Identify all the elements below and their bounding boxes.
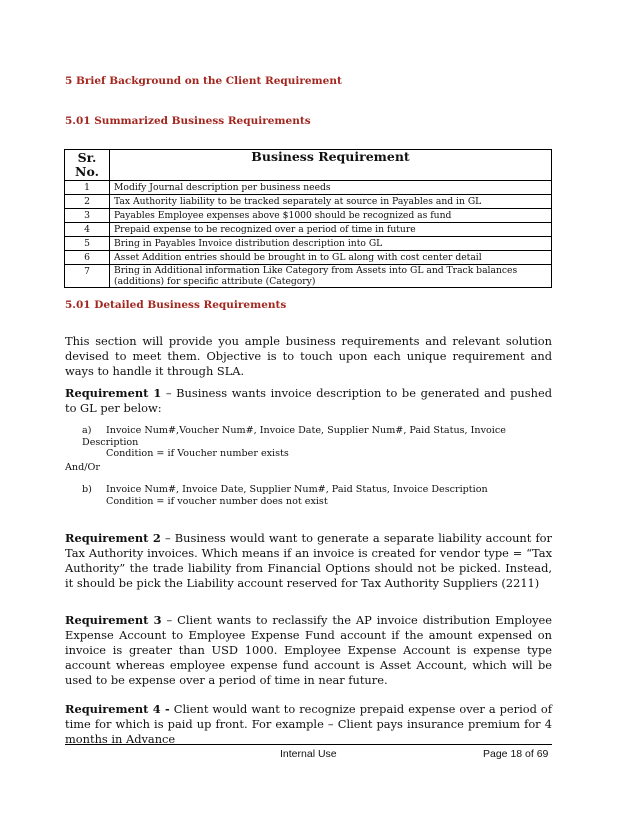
list-item-a	[82, 425, 552, 460]
row-sr: 7	[65, 265, 110, 288]
table-row	[65, 237, 552, 251]
row-requirement: Bring in Payables Invoice distribution description into GL	[110, 237, 552, 251]
table-header-row	[65, 150, 552, 181]
table-row	[65, 195, 552, 209]
row-sr: 5	[65, 237, 110, 251]
list-marker-b: b)	[82, 484, 92, 495]
requirement-2-label: Requirement 2	[65, 531, 161, 545]
section-heading-background: 5 Brief Background on the Client Requirement	[65, 75, 342, 87]
row-sr: 3	[65, 209, 110, 223]
list-item-b	[82, 484, 552, 507]
list-item-b-line1: Invoice Num#, Invoice Date, Supplier Num#, Paid Status, Invoice Description	[106, 484, 488, 495]
requirement-1-paragraph	[65, 386, 552, 416]
requirement-3-paragraph	[65, 613, 552, 688]
header-business-requirement: Business Requirement	[110, 150, 552, 181]
table-row	[65, 251, 552, 265]
requirement-2-paragraph	[65, 531, 552, 591]
header-sr-no: Sr. No.	[65, 150, 110, 181]
table-row	[65, 223, 552, 237]
requirement-1-label: Requirement 1	[65, 386, 162, 400]
requirement-3-label: Requirement 3	[65, 613, 162, 627]
row-requirement: Bring in Additional information Like Category from Assets into GL and Track balances (additions) for specific attribute (Category)	[110, 265, 552, 288]
row-sr: 4	[65, 223, 110, 237]
section-heading-summarized: 5.01 Summarized Business Requirements	[65, 115, 311, 127]
requirements-table	[64, 149, 552, 288]
table-row	[65, 209, 552, 223]
footer-page-number: Page 18 of 69	[483, 748, 549, 760]
and-or-text: And/Or	[65, 462, 100, 473]
table-row	[65, 181, 552, 195]
requirement-4-paragraph	[65, 702, 552, 747]
requirement-1-text: – Business wants invoice description to be generated and pushed to GL per below:	[65, 386, 552, 415]
footer-divider	[65, 744, 552, 745]
list-item-a-line2: Condition = if Voucher number exists	[106, 448, 289, 459]
intro-paragraph: This section will provide you ample business requirements and relevant solution devised to meet them. Objective is to touch upon each unique requirement and ways to handle it through SLA.	[65, 334, 552, 378]
list-item-b-line2: Condition = if voucher number does not exist	[106, 495, 328, 507]
requirement-4-label: Requirement 4 -	[65, 702, 170, 716]
requirement-4-text: Client would want to recognize prepaid expense over a period of time for which is paid up front. For example – Client pays insurance premium for 4 months in Advance	[65, 702, 552, 746]
row-requirement: Modify Journal description per business needs	[110, 181, 552, 195]
list-marker-a: a)	[82, 425, 92, 436]
footer-classification: Internal Use	[280, 748, 337, 760]
row-requirement: Tax Authority liability to be tracked separately at source in Payables and in GL	[110, 195, 552, 209]
row-sr: 2	[65, 195, 110, 209]
requirement-3-text: – Client wants to reclassify the AP invoice distribution Employee Expense Account to Employee Expense Fund account if the amount expensed on invoice is greater than USD 1000. Employee Expense Account is expense type account whereas employee expense fund account is Asset Account, which will be used to be expense over a period of time in near future.	[65, 613, 552, 687]
section-heading-detailed: 5.01 Detailed Business Requirements	[65, 299, 287, 311]
list-item-a-line1: Invoice Num#,Voucher Num#, Invoice Date, Supplier Num#, Paid Status, Invoice Description	[82, 425, 506, 448]
row-requirement: Payables Employee expenses above $1000 should be recognized as fund	[110, 209, 552, 223]
row-requirement: Prepaid expense to be recognized over a period of time in future	[110, 223, 552, 237]
requirement-2-text: – Business would want to generate a separate liability account for Tax Authority invoices. Which means if an invoice is created for vendor type = “Tax Authority” the trade liability from Financial Options should not be picked. Instead, it should be pick the Liability account reserved for Tax Authority Suppliers (2211)	[65, 531, 552, 590]
row-sr: 6	[65, 251, 110, 265]
row-sr: 1	[65, 181, 110, 195]
row-requirement: Asset Addition entries should be brought in to GL along with cost center detail	[110, 251, 552, 265]
table-row	[65, 265, 552, 288]
